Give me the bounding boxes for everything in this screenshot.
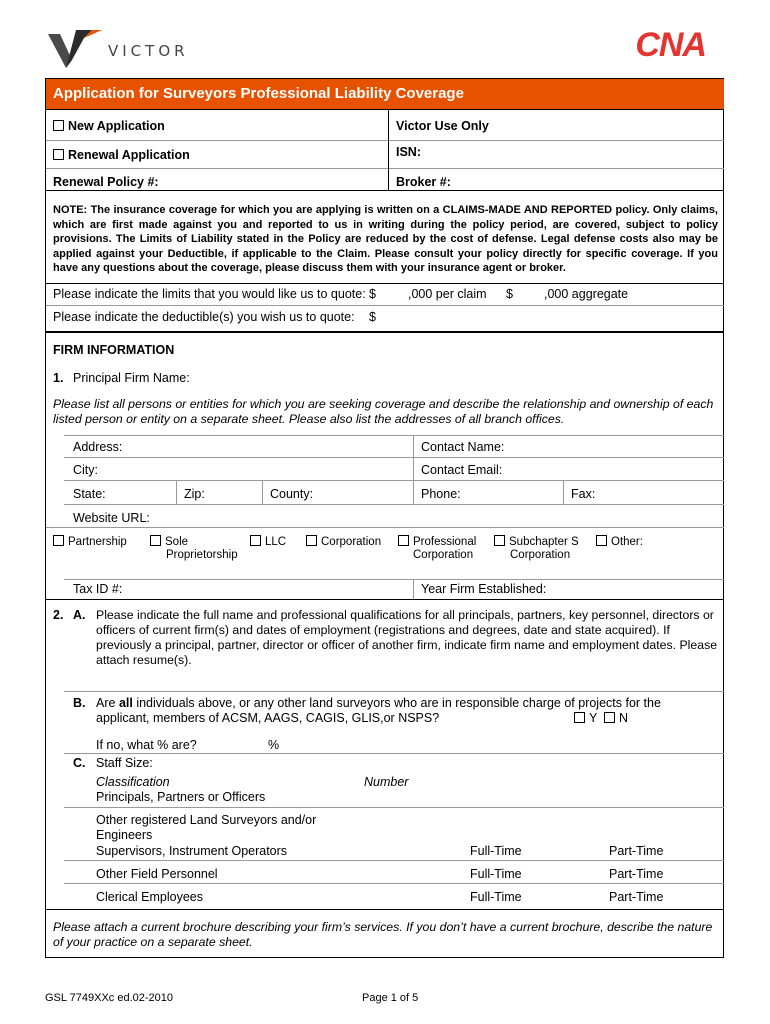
victor-logo — [46, 28, 206, 70]
percent-field[interactable]: % — [268, 738, 280, 752]
city-field[interactable]: City: — [73, 463, 98, 477]
per-claim-field[interactable]: ,000 per claim — [408, 287, 487, 301]
contact-name-field[interactable]: Contact Name: — [421, 440, 505, 454]
partnership-option[interactable]: Partnership — [53, 535, 127, 548]
professional-corporation-checkbox[interactable] — [398, 535, 409, 546]
if-no-percent-label: If no, what % are? — [96, 738, 197, 752]
field-personnel-part-time-field[interactable]: Part-Time — [609, 867, 664, 881]
no-option[interactable]: N — [604, 711, 628, 725]
llc-option[interactable]: LLC — [250, 535, 286, 548]
victor-use-only-label: Victor Use Only — [396, 119, 489, 133]
phone-field[interactable]: Phone: — [421, 487, 461, 501]
llc-checkbox[interactable] — [250, 535, 261, 546]
broker-field[interactable]: Broker #: — [396, 175, 451, 189]
clerical-row: Clerical Employees — [96, 890, 203, 904]
website-url-field[interactable]: Website URL: — [73, 511, 150, 525]
year-established-field[interactable]: Year Firm Established: — [421, 582, 547, 596]
coverage-instructions: Please list all persons or entities for which you are seeking coverage and describe the relationship and ownership of each listed person or entity on a separate sheet. Please also list the addresses of all branch offices. — [53, 397, 714, 426]
subchapter-s-checkbox[interactable] — [494, 535, 505, 546]
page-number: Page 1 of 5 — [362, 992, 419, 1004]
application-form — [45, 78, 724, 958]
other-entity-option[interactable]: Other: — [596, 535, 643, 548]
isn-field[interactable]: ISN: — [396, 145, 421, 159]
professional-corporation-label: Corporation — [413, 549, 474, 561]
form-title: Application for Surveyors Professional Liability Coverage — [46, 79, 724, 109]
yes-option[interactable]: Y — [574, 711, 597, 725]
address-field[interactable]: Address: — [73, 440, 123, 454]
field-personnel-full-time-field[interactable]: Full-Time — [470, 867, 522, 881]
question-letter: C. — [73, 756, 86, 770]
professional-corporation-option[interactable]: Professional — [398, 535, 476, 548]
county-field[interactable]: County: — [270, 487, 314, 501]
principals-row: Principals, Partners or Officers — [96, 790, 266, 804]
principal-firm-name-field[interactable]: Principal Firm Name: — [73, 371, 190, 385]
staff-size-label: Staff Size: — [96, 756, 153, 770]
classification-header: Classification — [96, 775, 170, 789]
supervisors-part-time-field[interactable]: Part-Time — [609, 844, 664, 858]
state-field[interactable]: State: — [73, 487, 106, 501]
question-letter: A. — [73, 608, 86, 622]
supervisors-full-time-field[interactable]: Full-Time — [470, 844, 522, 858]
corporation-option[interactable]: Corporation — [306, 535, 381, 548]
land-surveyors-row: Other registered Land Surveyors and/or — [96, 813, 317, 827]
question-number: 2. — [53, 608, 64, 622]
number-header: Number — [364, 775, 409, 789]
form-number: GSL 7749XXc ed.02-2010 — [45, 992, 174, 1004]
subchapter-s-label: Corporation — [510, 549, 571, 561]
supervisors-row: Supervisors, Instrument Operators — [96, 844, 288, 858]
victor-v-icon — [46, 28, 106, 70]
question-number: 1. — [53, 371, 64, 385]
clerical-part-time-field[interactable]: Part-Time — [609, 890, 664, 904]
yes-checkbox[interactable] — [574, 712, 585, 723]
membership-question-line2: applicant, members of ACSM, AAGS, CAGIS, GLIS,or NSPS? — [96, 711, 440, 725]
partnership-checkbox[interactable] — [53, 535, 64, 546]
principals-qualifications-question: Please indicate the full name and professional qualifications for all principals, partners, key personnel, directors or officers of current firm(s) and dates of employment (registrations and degrees, date and state acquired). If previously a principal, partner, director or officer of another firm, indicate firm name and employment dates. Please attach resume(s). — [96, 608, 718, 667]
renewal-policy-field[interactable]: Renewal Policy #: — [53, 175, 159, 189]
field-personnel-row: Other Field Personnel — [96, 867, 218, 881]
victor-wordmark: VICTOR — [108, 42, 189, 60]
cna-logo: CNA — [635, 26, 706, 64]
new-application-checkbox[interactable] — [53, 120, 64, 131]
brochure-instructions: Please attach a current brochure describing your firm’s services. If you don’t have a current brochure, describe the nature of your practice on a separate sheet. — [53, 920, 713, 949]
question-letter: B. — [73, 696, 86, 710]
tax-id-field[interactable]: Tax ID #: — [73, 582, 123, 596]
aggregate-field[interactable]: ,000 aggregate — [544, 287, 629, 301]
deductible-label: Please indicate the deductible(s) you wish us to quote: — [53, 310, 355, 324]
sole-proprietorship-option[interactable]: Sole — [150, 535, 188, 548]
dollar-sign: $ — [369, 287, 376, 301]
limits-label: Please indicate the limits that you would like us to quote: — [53, 287, 366, 301]
zip-field[interactable]: Zip: — [184, 487, 205, 501]
firm-information-heading: FIRM INFORMATION — [53, 343, 175, 357]
land-surveyors-row-cont: Engineers — [96, 828, 153, 842]
other-entity-checkbox[interactable] — [596, 535, 607, 546]
renewal-application-option[interactable]: Renewal Application — [53, 148, 190, 162]
new-application-option[interactable]: New Application — [53, 119, 165, 133]
fax-field[interactable]: Fax: — [571, 487, 596, 501]
claims-made-note: NOTE: The insurance coverage for which you are applying is written on a CLAIMS-MADE AND REPORTED policy. Only claims, which are first made against you and reported to us in writing during the policy period, are covered, subject to policy provisions. The Limits of Liability stated in the Policy are reduced by the cost of defense. Legal defense costs also may be applied against your Deductible, if applicable to the Claim. Please consult your policy directly for specific coverage. If you have any questions about the coverage, please discuss them with your insurance agent or broker. — [53, 204, 718, 274]
subchapter-s-option[interactable]: Subchapter S — [494, 535, 579, 548]
renewal-application-checkbox[interactable] — [53, 149, 64, 160]
contact-email-field[interactable]: Contact Email: — [421, 463, 503, 477]
dollar-sign: $ — [506, 287, 513, 301]
sole-proprietorship-checkbox[interactable] — [150, 535, 161, 546]
no-checkbox[interactable] — [604, 712, 615, 723]
membership-question-line1: Are all individuals above, or any other land surveyors who are in responsible charge of projects for the — [96, 696, 661, 710]
sole-proprietorship-label: Proprietorship — [166, 549, 238, 561]
deductible-field[interactable]: $ — [369, 310, 376, 324]
corporation-checkbox[interactable] — [306, 535, 317, 546]
clerical-full-time-field[interactable]: Full-Time — [470, 890, 522, 904]
